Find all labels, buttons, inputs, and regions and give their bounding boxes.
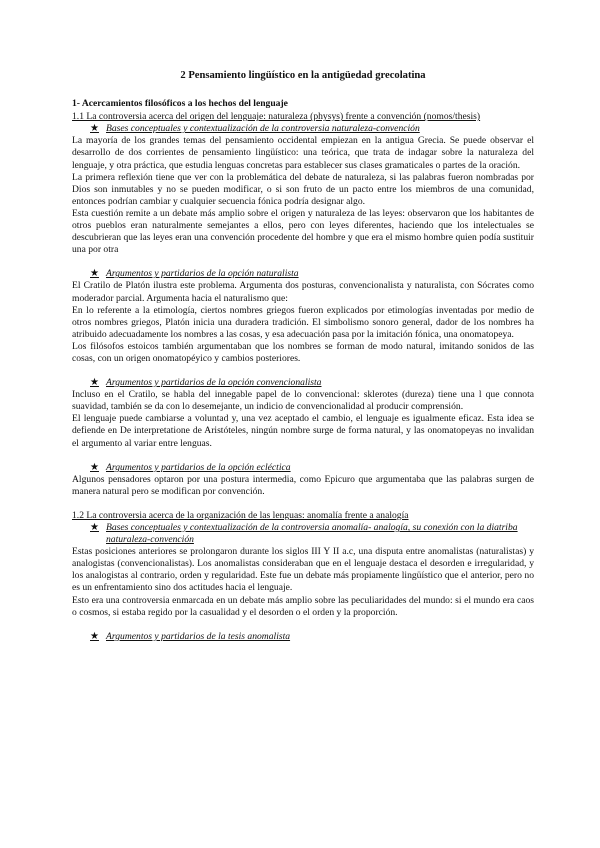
paragraph: Esto era una controversia enmarcada en un debate más amplio sobre las peculiaridades del mundo: si el mundo era caos o cosmos, si estaba regido por la casualidad y el desorden o el orden y la proporción.: [72, 594, 534, 618]
bullet-label: Argumentos y partidarios de la opción naturalista: [106, 268, 299, 280]
bullet-heading: [72, 462, 534, 474]
bullet-label: Bases conceptuales y contextualización de la controversia anomalía- analogía, su conexión con la diatriba naturaleza-convención: [106, 522, 518, 546]
bullet-heading: [72, 377, 534, 389]
bullet-heading: [72, 268, 534, 280]
subsection-heading-1-2: 1.2 La controversia acerca de la organización de las lenguas: anomalía frente a analogía: [72, 509, 409, 521]
star-bullet-icon: ★: [90, 630, 99, 642]
star-bullet-icon: ★: [90, 377, 99, 389]
bullet-heading: [72, 631, 534, 643]
bullet-label: Bases conceptuales y contextualización de la controversia naturaleza-convención: [106, 123, 420, 135]
paragraph: El Cratilo de Platón ilustra este problema. Argumenta dos posturas, convencionalista y naturalista, con Sócrates como moderador parcial. Argumenta hacia el naturalismo que:: [72, 280, 534, 304]
paragraph: En lo referente a la etimología, ciertos nombres griegos fueron explicados por etimologías inventadas por medio de otros nombres griegos, Platón inicia una duradera tradición. El simbolismo sonoro general, dador de los nombres ha atribuido adecuadamente los nombres a las cosas, y esa adecuación pasa por la imitación fónica, una onomatopeya.: [72, 304, 534, 340]
paragraph: Incluso en el Cratilo, se habla del innegable papel de lo convencional: sklerotes (dureza) tiene una l que connota suavidad, también se da con lo desemejante, un indicio de convencionalidad al producir comprensión.: [72, 389, 534, 413]
subsection-heading-1-1: 1.1 La controversia acerca del origen del lenguaje: naturaleza (physys) frente a convención (nomos/thesis): [72, 111, 481, 123]
bullet-label: Argumentos y partidarios de la tesis anomalista: [106, 630, 291, 642]
paragraph: La primera reflexión tiene que ver con la problemática del debate de naturaleza, si las palabras fueron nombradas por Dios son inmutables y no se pueden modificar, o si son fruto de un pacto entre los miembros de una comunidad, entonces podrían cambiar y cualquier secuencia fónica podría designar algo.: [72, 171, 534, 207]
paragraph: Estas posiciones anteriores se prolongaron durante los siglos III Y II a.c, una disputa entre anomalistas (naturalistas) y analogistas (convencionalistas). Los anomalistas consideraban que en el lenguaje destaca el desorden e irregularidad, y los analogistas al contrario, orden y regularidad. Este fue un debate más propiamente lingüístico que el anterior, pero no es un enfrentamiento sino dos actitudes hacia el lenguaje.: [72, 546, 534, 594]
section-heading: 1- Acercamientos filosóficos a los hechos del lenguaje: [72, 98, 288, 110]
paragraph: La mayoría de los grandes temas del pensamiento occidental empiezan en la antigua Grecia. Se puede observar el desarrollo de dos corrientes de pensamiento lingüístico: una teórica, que trata de indagar sobre la naturaleza del lenguaje, y otra práctica, que estudia lenguas concretas para establecer sus clases gramaticales o partes de la oración.: [72, 135, 534, 171]
paragraph: Esta cuestión remite a un debate más amplio sobre el origen y naturaleza de las leyes: observaron que los habitantes de otros pueblos eran naturalmente semejantes a ellos, pero con leyes diferentes, haciendo que los intelectuales se descubrieran que las leyes eran una convención procedente del hombre y que era el mismo hombre quien podía sustituir una por otra: [72, 207, 534, 256]
bullet-heading: [72, 123, 534, 135]
star-bullet-icon: ★: [90, 123, 99, 135]
bullet-heading: [72, 522, 534, 546]
bullet-label: Argumentos y partidarios de la opción ecléctica: [106, 461, 291, 473]
bullet-label: Argumentos y partidarios de la opción convencionalista: [106, 377, 322, 389]
star-bullet-icon: ★: [90, 268, 99, 280]
star-bullet-icon: ★: [90, 522, 99, 533]
paragraph: El lenguaje puede cambiarse a voluntad y, una vez aceptado el cambio, el lenguaje es igualmente eficaz. Esta idea se defiende en De interpretatione de Aristóteles, ningún nombre surge de forma natural, y las onomatopeyas no invalidan el argumento al variar entre lenguas.: [72, 413, 534, 449]
paragraph: Los filósofos estoicos también argumentaban que los nombres se forman de modo natural, imitando sonidos de las cosas, con un origen onomatopéyico y cambios posteriores.: [72, 340, 534, 364]
paragraph: Algunos pensadores optaron por una postura intermedia, como Epicuro que argumentaba que las palabras surgen de manera natural pero se modifican por convención.: [72, 473, 534, 497]
document-title: 2 Pensamiento lingüístico en la antigüedad grecolatina: [180, 70, 426, 81]
star-bullet-icon: ★: [90, 461, 99, 473]
document-page: [72, 70, 534, 643]
